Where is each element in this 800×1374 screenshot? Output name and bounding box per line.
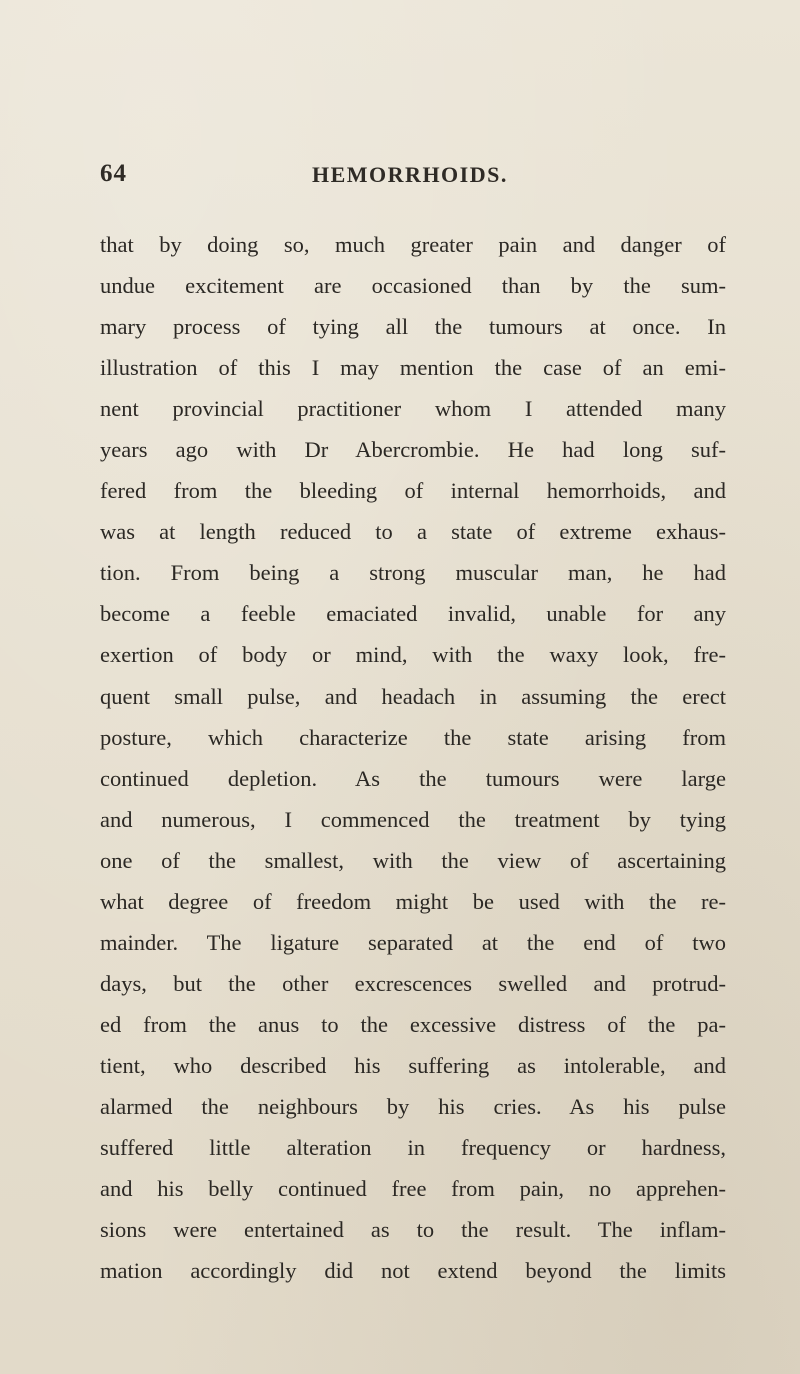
text-line: tient, who described his suffering as intolerable, and	[100, 1052, 726, 1078]
running-title: HEMORRHOIDS.	[312, 162, 508, 187]
text-line: quent small pulse, and headach in assuming the erect	[100, 683, 726, 709]
running-head	[100, 160, 726, 190]
text-line: years ago with Dr Abercrombie. He had long suf-	[100, 437, 726, 463]
text-line: posture, which characterize the state arising from	[100, 724, 726, 750]
text-line: that by doing so, much greater pain and danger of	[100, 232, 726, 257]
body-text	[100, 224, 726, 1291]
text-line: was at length reduced to a state of extreme exhaus-	[100, 519, 726, 545]
text-line: suffered little alteration in frequency or hardness,	[100, 1135, 726, 1161]
text-line: one of the smallest, with the view of ascertaining	[100, 847, 726, 873]
text-line: nent provincial practitioner whom I attended many	[100, 396, 726, 422]
text-line: ed from the anus to the excessive distress of the pa-	[100, 1011, 726, 1037]
text-line: what degree of freedom might be used with the re-	[100, 888, 726, 914]
text-line: mation accordingly did not extend beyond the limits	[100, 1258, 726, 1284]
text-line: and numerous, I commenced the treatment by tying	[100, 806, 726, 832]
text-line: continued depletion. As the tumours were large	[100, 765, 726, 791]
text-line: mary process of tying all the tumours at once. In	[100, 314, 726, 340]
text-line: mainder. The ligature separated at the end of two	[100, 929, 726, 955]
text-line: undue excitement are occasioned than by the sum-	[100, 273, 726, 299]
text-line: tion. From being a strong muscular man, he had	[100, 560, 726, 586]
page-number: 64	[100, 160, 127, 187]
text-line: exertion of body or mind, with the waxy look, fre-	[100, 642, 726, 668]
text-line: and his belly continued free from pain, no apprehen-	[100, 1176, 726, 1202]
text-line: become a feeble emaciated invalid, unable for any	[100, 601, 726, 627]
text-line: sions were entertained as to the result. The inflam-	[100, 1217, 726, 1243]
text-line: fered from the bleeding of internal hemorrhoids, and	[100, 478, 726, 504]
text-line: days, but the other excrescences swelled and protrud-	[100, 970, 726, 996]
text-line: illustration of this I may mention the case of an emi-	[100, 355, 726, 381]
text-line: alarmed the neighbours by his cries. As his pulse	[100, 1093, 726, 1119]
